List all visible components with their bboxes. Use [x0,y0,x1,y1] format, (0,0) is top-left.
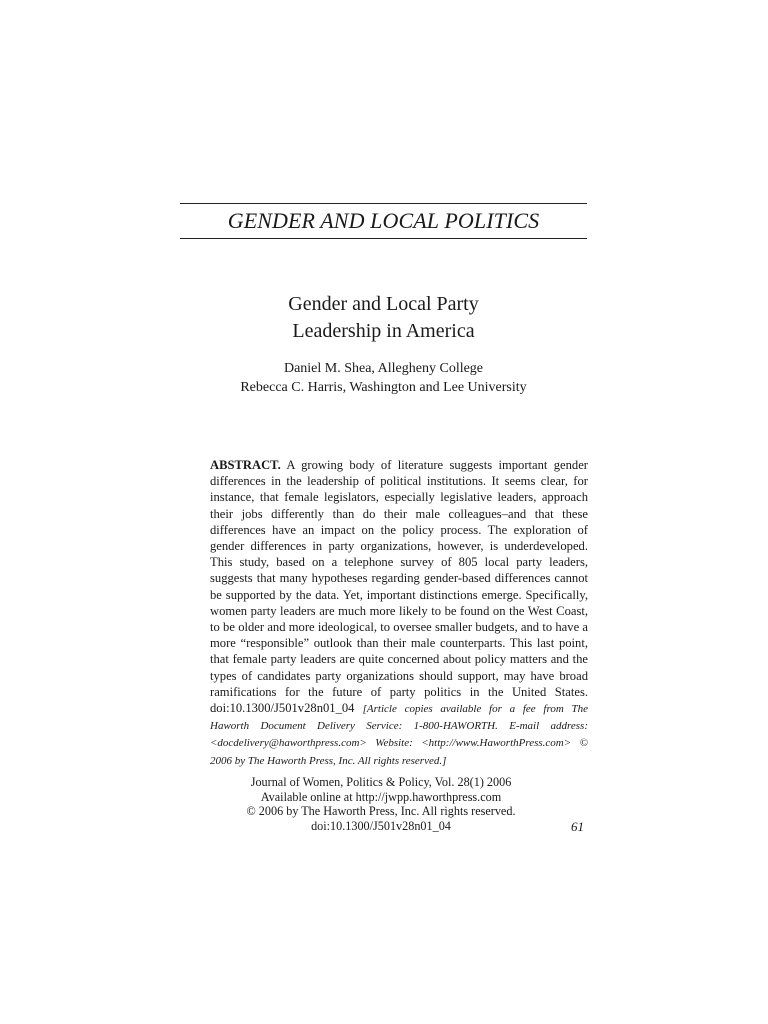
abstract [210,457,588,769]
journal-citation: Journal of Women, Politics & Policy, Vol. 28(1) 2006 [250,775,512,789]
article-title-line-1: Gender and Local Party [288,293,479,315]
author-1: Daniel M. Shea, Allegheny College [283,361,484,376]
doi-row [210,819,588,834]
copyright-notice: © 2006 by The Haworth Press, Inc. All rights reserved. [246,804,516,818]
article-title-line-2: Leadership in America [292,320,475,342]
online-availability: Available online at http://jwpp.haworthpress.com [260,789,502,804]
heading-bottom-rule [180,238,587,239]
heading-top-rule [180,203,587,204]
author-list [180,359,587,397]
abstract-text: A growing body of literature suggests important gender differences in the leadership of political institutions. It seems clear, for instance, that female legislators, especially legislative leaders, approach their jobs differently than do their male colleagues–and that these differences have an impact on the policy process. The exploration of gender differences in party organizations, however, is underdeveloped. This study, based on a telephone survey of 805 local party leaders, suggests that many hypotheses regarding gender-based differences cannot be supported by the data. Yet, important distinctions emerge. Specifically, women party leaders are much more likely to be found on the West Coast, to be older and more ideological, to oversee smaller budgets, and to have a more “responsible” outlook than their male counterparts. This last point, that female party leaders are quite concerned about policy matters and the types of candidates party organizations should support, may have broad ramifications for the future of party politics in the United States. doi:10.1300/J501v28n01_04 [210,458,588,716]
journal-footer [210,775,588,834]
author-2: Rebecca C. Harris, Washington and Lee University [240,380,527,395]
doi: doi:10.1300/J501v28n01_04 [311,818,451,833]
abstract-copy-note: [Article copies available for a fee from The Haworth Document Delivery Service: 1-800-HAWORTH. E-mail address: <docdelivery@haworthpress.com> Website: <http://www.HaworthPress.com> © 2006 by The Haworth Press, Inc. All rights reserved.] [210,703,589,767]
article-title [180,291,587,345]
page-number: 61 [571,818,584,834]
abstract-label: ABSTRACT. [210,458,281,472]
section-heading: GENDER AND LOCAL POLITICS [227,208,540,233]
